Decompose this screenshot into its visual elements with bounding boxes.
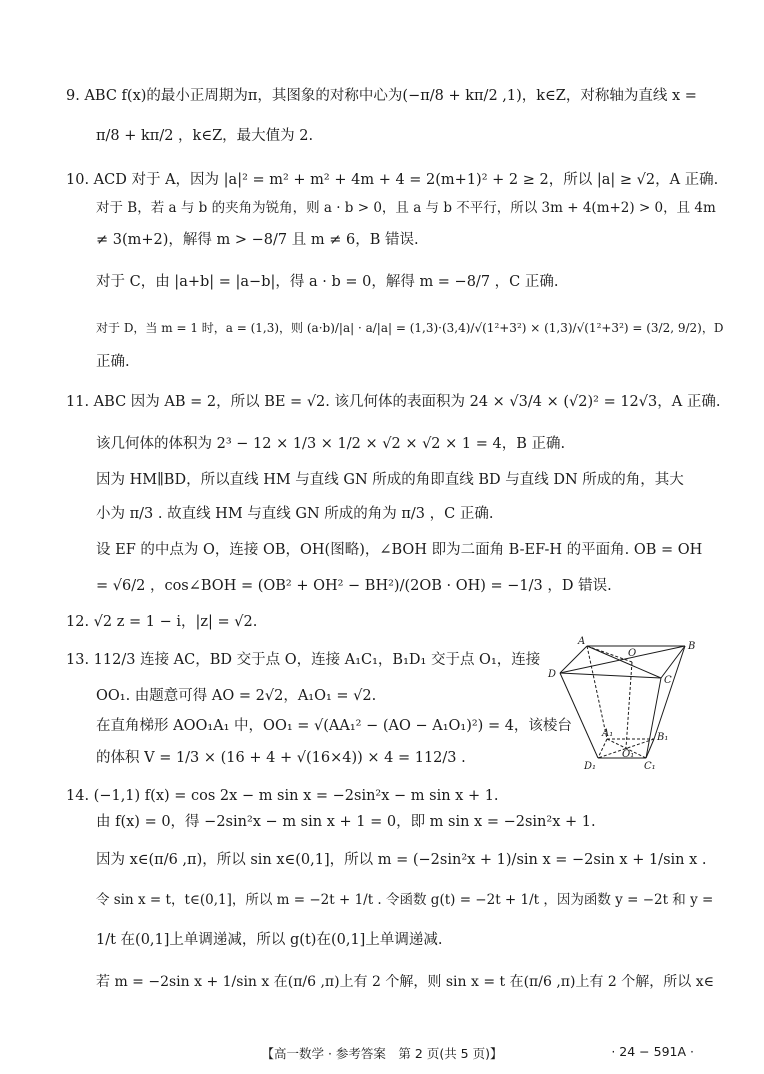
vertex-label-O1: O₁	[622, 749, 635, 760]
vertex-label-B1: B₁	[657, 732, 669, 743]
answer-line-q10b: 对于 B，若 a 与 b 的夹角为锐角，则 a · b > 0，且 a 与 b 不平行，所以 3m + 4(m+2) > 0，且 4m	[96, 200, 716, 216]
vertex-label-B: B	[688, 641, 696, 652]
answer-line-q14f: 若 m = −2sin x + 1/sin x 在(π/6 ,π)上有 2 个解，则 sin x = t 在(π/6 ,π)上有 2 个解，所以 x∈	[96, 974, 714, 990]
answer-line-q13b: OO₁. 由题意可得 AO = 2√2，A₁O₁ = √2.	[96, 688, 377, 704]
vertex-label-D1: D₁	[584, 761, 597, 772]
answer-line-q11c: 因为 HM∥BD，所以直线 HM 与直线 GN 所成的角即直线 BD 与直线 DN 所成的角，其大	[96, 472, 684, 488]
page-footer	[0, 1044, 764, 1064]
answer-line-q10f: 正确.	[96, 354, 130, 370]
answer-line-q11a: 11. ABC 因为 AB = 2，所以 BE = √2. 该几何体的表面积为 24 × √3/4 × (√2)² = 12√3，A 正确.	[66, 394, 721, 410]
answer-line-q13a: 13. 112/3 连接 AC，BD 交于点 O，连接 A₁C₁，B₁D₁ 交于点 O₁，连接	[66, 652, 541, 668]
answer-line-q14d: 令 sin x = t，t∈(0,1]，所以 m = −2t + 1/t . 令函数 g(t) = −2t + 1/t ，因为函数 y = −2t 和 y =	[96, 892, 714, 908]
answer-line-q11b: 该几何体的体积为 2³ − 12 × 1/3 × 1/2 × √2 × √2 × 1 = 4，B 正确.	[96, 436, 566, 452]
frustum-diagram	[540, 636, 718, 774]
answer-line-q10c: ≠ 3(m+2)，解得 m > −8/7 且 m ≠ 6，B 错误.	[96, 232, 419, 248]
answer-line-q10e: 对于 D，当 m = 1 时，a = (1,3)，则 (a·b)/|a| · a/|a| = (1,3)·(3,4)/√(1²+3²) × (1,3)/√(1²+3²) = (3/2, 9/2)，D	[96, 321, 724, 335]
answer-line-q9b: π/8 + kπ/2 ，k∈Z，最大值为 2.	[96, 128, 314, 144]
answer-line-q13c: 在直角梯形 AOO₁A₁ 中，OO₁ = √(AA₁² − (AO − A₁O₁)²) = 4，该棱台	[96, 718, 572, 734]
footer-code: · 24 − 591A ·	[611, 1044, 694, 1059]
answer-line-q13d: 的体积 V = 1/3 × (16 + 4 + √(16×4)) × 4 = 112/3 .	[96, 750, 466, 766]
vertex-label-C: C	[664, 675, 672, 686]
footer-title: 【高一数学 · 参考答案 第 2 页(共 5 页)】	[261, 1046, 503, 1061]
answer-line-q11e: 设 EF 的中点为 O，连接 OB，OH(图略)，∠BOH 即为二面角 B-EF-H 的平面角. OB = OH	[96, 542, 703, 558]
answer-line-q11f: = √6/2 ，cos∠BOH = (OB² + OH² − BH²)/(2OB · OH) = −1/3 ，D 错误.	[96, 578, 612, 594]
frustum-figure	[540, 636, 718, 774]
answer-line-q10d: 对于 C，由 |a+b| = |a−b|，得 a · b = 0，解得 m = −8/7 ，C 正确.	[96, 274, 559, 290]
answer-line-q11d: 小为 π/3 . 故直线 HM 与直线 GN 所成的角为 π/3 ，C 正确.	[96, 506, 494, 522]
vertex-label-A1: A₁	[602, 728, 614, 739]
answer-line-q14a: 14. (−1,1) f(x) = cos 2x − m sin x = −2sin²x − m sin x + 1.	[66, 788, 499, 804]
vertex-label-O: O	[628, 648, 637, 659]
vertex-label-A: A	[578, 636, 586, 647]
answer-line-q9a: 9. ABC f(x)的最小正周期为π，其图象的对称中心为(−π/8 + kπ/2 ,1)，k∈Z，对称轴为直线 x =	[66, 88, 697, 104]
answer-line-q14c: 因为 x∈(π/6 ,π)，所以 sin x∈(0,1]，所以 m = (−2sin²x + 1)/sin x = −2sin x + 1/sin x .	[96, 852, 707, 868]
vertex-label-C1: C₁	[644, 761, 656, 772]
vertex-label-D: D	[548, 669, 557, 680]
answer-line-q14e: 1/t 在(0,1]上单调递减，所以 g(t)在(0,1]上单调递减.	[96, 932, 443, 948]
answer-line-q10a: 10. ACD 对于 A，因为 |a|² = m² + m² + 4m + 4 = 2(m+1)² + 2 ≥ 2，所以 |a| ≥ √2，A 正确.	[66, 172, 719, 188]
answer-line-q14b: 由 f(x) = 0，得 −2sin²x − m sin x + 1 = 0，即 m sin x = −2sin²x + 1.	[96, 814, 596, 830]
answer-line-q12: 12. √2 z = 1 − i，|z| = √2.	[66, 614, 258, 630]
